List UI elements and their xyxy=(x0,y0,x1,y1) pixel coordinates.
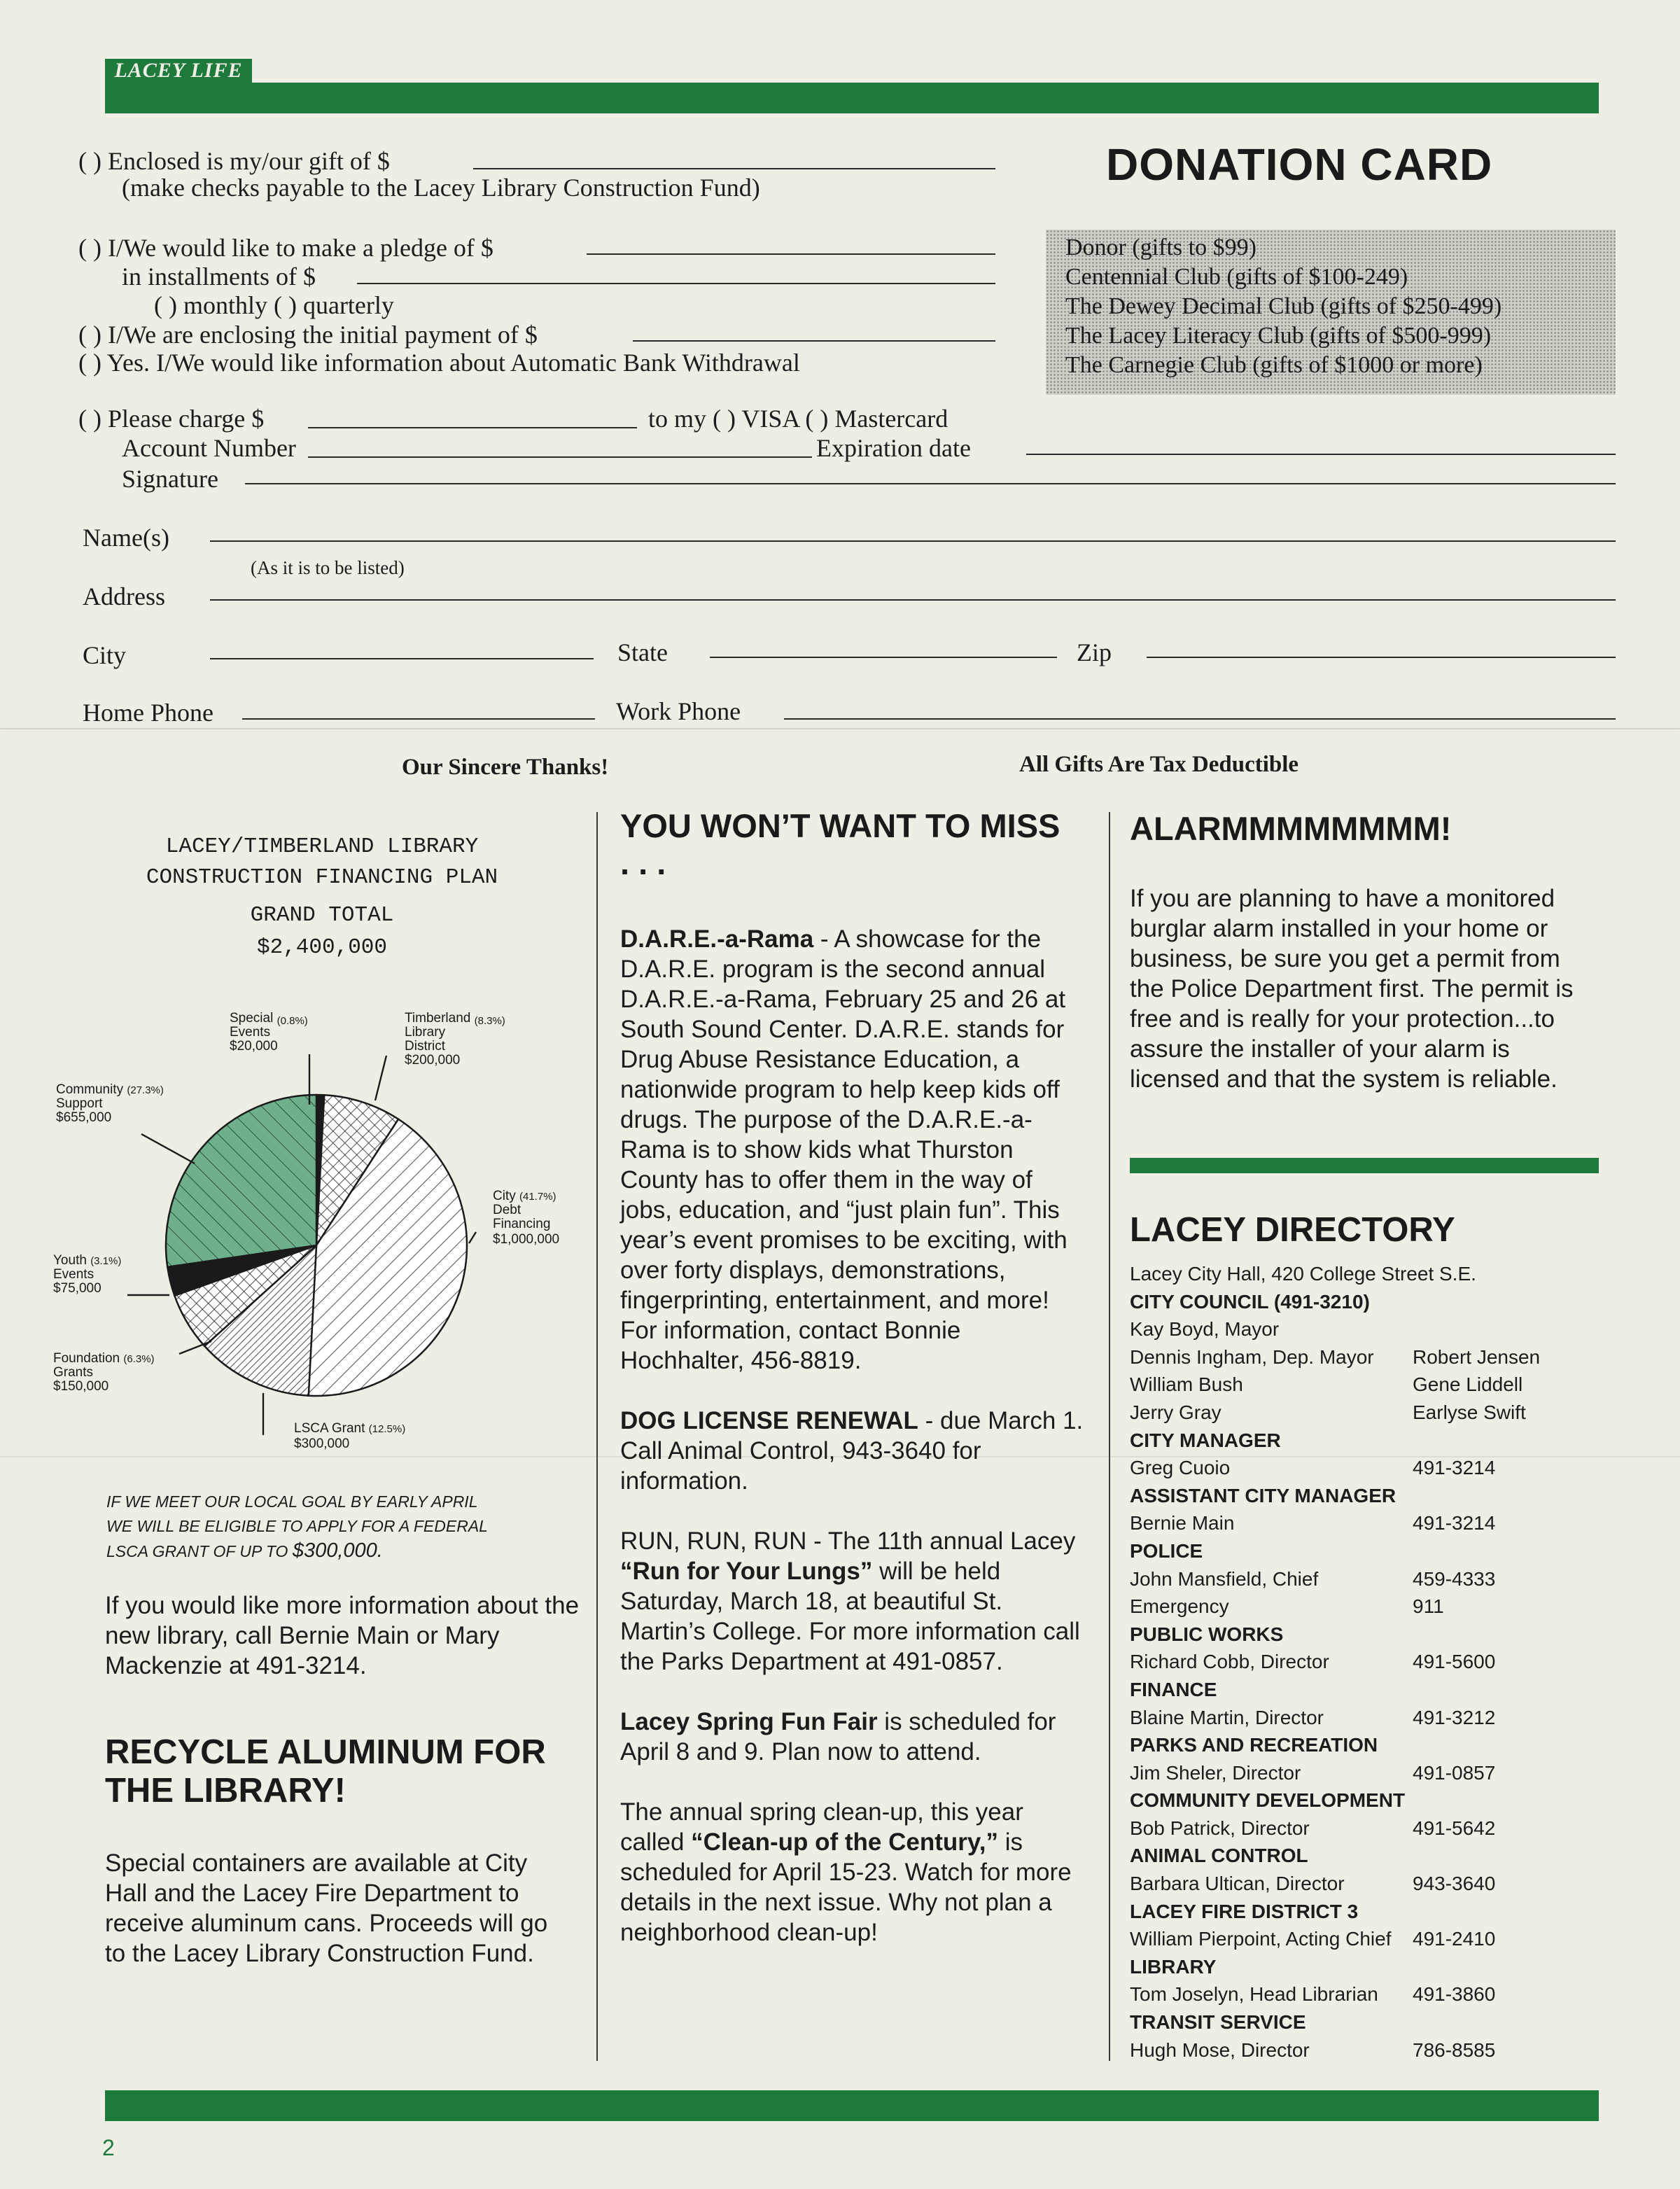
fold-line xyxy=(0,728,1680,729)
home-phone-field[interactable] xyxy=(242,718,595,720)
directory-phone: 459-4333 xyxy=(1413,1567,1496,1590)
donation-level: Centennial Club (gifts of $100-249) xyxy=(1065,264,1408,290)
label-timberland-3: District xyxy=(405,1039,446,1054)
address-label: Address xyxy=(83,582,165,610)
work-phone-label: Work Phone xyxy=(616,697,741,725)
callout-city xyxy=(469,1232,476,1243)
pledge-amount-field[interactable] xyxy=(587,253,995,255)
tax-deductible-note: All Gifts Are Tax Deductible xyxy=(1019,752,1299,777)
directory-name: Tom Joselyn, Head Librarian xyxy=(1130,1983,1378,2006)
donation-level: Donor (gifts to $99) xyxy=(1065,235,1256,260)
directory-phone: 491-5642 xyxy=(1413,1817,1496,1839)
label-city-2: Debt xyxy=(493,1203,522,1217)
events-list xyxy=(620,924,1089,1978)
directory-name: ANIMAL CONTROL xyxy=(1130,1845,1308,1867)
label-special-events-value: $20,000 xyxy=(230,1039,278,1054)
directory-section-header xyxy=(1130,1537,1536,1565)
directory-phone xyxy=(1413,1953,1536,1981)
event-run xyxy=(620,1526,1089,1677)
event-cleanup xyxy=(620,1797,1089,1947)
account-number-label: Account Number xyxy=(122,434,296,462)
zip-label: Zip xyxy=(1077,638,1112,666)
directory-phone: 491-3214 xyxy=(1413,1457,1496,1479)
city-field[interactable] xyxy=(210,658,594,659)
page-number: 2 xyxy=(102,2135,115,2160)
financing-pie-chart xyxy=(42,994,602,1470)
label-community: Community (27.3%) xyxy=(56,1082,164,1097)
label-youth-2: Events xyxy=(53,1267,94,1282)
footer-bar xyxy=(105,2090,1599,2121)
label-city: City (41.7%) xyxy=(493,1189,556,1203)
work-phone-field[interactable] xyxy=(784,718,1616,720)
directory-phone xyxy=(1413,1676,1536,1704)
event-dog-license xyxy=(620,1406,1089,1496)
directory-section-header xyxy=(1130,1427,1536,1455)
charge-line: ( ) Please charge $ xyxy=(78,405,265,433)
directory-entry xyxy=(1130,1593,1536,1621)
directory-phone: 491-3214 xyxy=(1413,1512,1496,1534)
event-dare-name: D.A.R.E.-a-Rama xyxy=(620,925,814,953)
directory-name: Dennis Ingham, Dep. Mayor xyxy=(1130,1345,1374,1368)
signature-field[interactable] xyxy=(245,483,1616,484)
lsca-note-line2: WE WILL BE ELIGIBLE TO APPLY FOR A FEDERAL xyxy=(106,1517,488,1535)
state-label: State xyxy=(617,638,668,666)
pledge-line: ( ) I/We would like to make a pledge of $ xyxy=(78,234,493,262)
lacey-directory xyxy=(1130,1260,1541,2064)
lsca-note-line3-text: LSCA GRANT OF UP TO xyxy=(106,1542,293,1560)
directory-entry xyxy=(1130,1648,1536,1676)
directory-name: PARKS AND RECREATION xyxy=(1130,1734,1378,1756)
directory-name: Bernie Main xyxy=(1130,1512,1235,1534)
directory-name: Blaine Martin, Director xyxy=(1130,1706,1324,1728)
directory-phone: Earlyse Swift xyxy=(1413,1401,1526,1423)
label-city-value: $1,000,000 xyxy=(493,1232,560,1247)
directory-name: Hugh Mose, Director xyxy=(1130,2038,1310,2061)
recycle-body: Special containers are available at City Hall and the Lacey Fire Department to receive aluminum cans. Proceeds will go to the Lacey Library Construction Fund. xyxy=(105,1849,548,1967)
directory-phone xyxy=(1413,2008,1536,2036)
state-field[interactable] xyxy=(710,657,1057,658)
directory-phone xyxy=(1413,1288,1536,1316)
names-field[interactable] xyxy=(210,540,1616,542)
directory-entry xyxy=(1130,1759,1536,1787)
grand-total-value: $2,400,000 xyxy=(256,935,388,960)
names-note: (As it is to be listed) xyxy=(251,557,405,578)
directory-phone xyxy=(1413,1842,1536,1870)
directory-phone: 491-2410 xyxy=(1413,1928,1496,1950)
directory-phone xyxy=(1413,1898,1536,1926)
directory-phone: 786-8585 xyxy=(1413,2038,1496,2061)
directory-phone xyxy=(1413,1315,1536,1343)
installments-line: in installments of $ xyxy=(122,263,316,291)
expiration-field[interactable] xyxy=(1026,454,1616,455)
address-field[interactable] xyxy=(210,599,1616,601)
directory-entry xyxy=(1130,1925,1536,1953)
directory-section-header xyxy=(1130,1482,1536,1510)
directory-phone: 491-3860 xyxy=(1413,1983,1496,2006)
directory-name: Kay Boyd, Mayor xyxy=(1130,1318,1280,1341)
card-type-options[interactable]: to my ( ) VISA ( ) Mastercard xyxy=(648,405,948,433)
directory-name: Bob Patrick, Director xyxy=(1130,1817,1310,1839)
lsca-note xyxy=(106,1490,589,1564)
label-city-3: Financing xyxy=(493,1217,551,1231)
initial-payment-field[interactable] xyxy=(633,340,995,342)
column-divider xyxy=(1109,812,1110,2061)
directory-entry xyxy=(1130,1565,1536,1593)
directory-phone xyxy=(1413,1731,1536,1759)
directory-name: PUBLIC WORKS xyxy=(1130,1623,1284,1645)
directory-entry xyxy=(1130,1980,1536,2008)
thanks-text: Our Sincere Thanks! xyxy=(402,755,609,780)
directory-name: TRANSIT SERVICE xyxy=(1130,2011,1306,2034)
event-dare xyxy=(620,924,1089,1376)
directory-phone: 491-0857 xyxy=(1413,1761,1496,1784)
label-timberland-value: $200,000 xyxy=(405,1053,461,1068)
donation-card-title: DONATION CARD xyxy=(1106,139,1493,190)
directory-name: Emergency xyxy=(1130,1595,1229,1618)
directory-name: Richard Cobb, Director xyxy=(1130,1651,1329,1673)
city-label: City xyxy=(83,641,127,669)
directory-divider-bar xyxy=(1130,1158,1599,1173)
pie-slice-community-support xyxy=(166,1095,316,1267)
directory-section-header xyxy=(1130,1288,1536,1316)
directory-name: Barbara Ultican, Director xyxy=(1130,1873,1345,1895)
directory-entry xyxy=(1130,1704,1536,1732)
names-label: Name(s) xyxy=(83,524,169,552)
label-lsca: LSCA Grant (12.5%) xyxy=(294,1421,406,1436)
directory-name: John Mansfield, Chief xyxy=(1130,1567,1319,1590)
gift-amount-field[interactable] xyxy=(473,168,995,169)
directory-phone xyxy=(1476,1260,1536,1288)
directory-entry xyxy=(1130,1814,1536,1842)
chart-title-line1: LACEY/TIMBERLAND LIBRARY xyxy=(165,834,479,859)
directory-entry xyxy=(1130,1870,1536,1898)
directory-title: LACEY DIRECTORY xyxy=(1130,1211,1455,1249)
directory-section-header xyxy=(1130,1621,1536,1649)
event-dog-name: DOG LICENSE RENEWAL xyxy=(620,1407,918,1434)
directory-phone: 911 xyxy=(1413,1595,1444,1618)
label-youth-value: $75,000 xyxy=(53,1281,102,1296)
gift-note: (make checks payable to the Lacey Library Construction Fund) xyxy=(122,174,760,202)
lsca-note-amount: $300,000. xyxy=(292,1539,383,1562)
directory-entry xyxy=(1130,2036,1536,2064)
directory-entry xyxy=(1130,1454,1536,1482)
directory-name: Lacey City Hall, 420 College Street S.E. xyxy=(1130,1263,1476,1285)
directory-phone xyxy=(1413,1621,1536,1649)
directory-entry xyxy=(1130,1399,1536,1427)
lsca-note-line3 xyxy=(106,1539,589,1564)
directory-name: William Bush xyxy=(1130,1373,1243,1396)
label-community-value: $655,000 xyxy=(56,1110,112,1125)
bank-withdrawal-option[interactable]: ( ) Yes. I/We would like information about Automatic Bank Withdrawal xyxy=(78,349,800,377)
directory-entry xyxy=(1130,1260,1536,1288)
label-special-events-2: Events xyxy=(230,1025,271,1040)
donation-levels-box xyxy=(1046,230,1616,395)
label-youth: Youth (3.1%) xyxy=(53,1253,122,1268)
directory-name: William Pierpoint, Acting Chief xyxy=(1130,1928,1392,1950)
directory-phone xyxy=(1413,1537,1536,1565)
event-run-name: “Run for Your Lungs” xyxy=(620,1558,873,1585)
directory-phone xyxy=(1413,1427,1536,1455)
label-timberland: Timberland (8.3%) xyxy=(405,1011,505,1027)
label-timberland-2: Library xyxy=(405,1025,446,1040)
callout-community xyxy=(141,1134,195,1163)
directory-section-header xyxy=(1130,2008,1536,2036)
zip-field[interactable] xyxy=(1147,657,1616,658)
label-community-2: Support xyxy=(56,1096,103,1111)
event-dare-body: - A showcase for the D.A.R.E. program is the second annual D.A.R.E.-a-Rama, February 25 and 26 at South Sound Center. D.A.R.E. stands for Drug Abuse Resistance Education, a nationwide program to help keep kids off drugs. The purpose of the D.A.R.E.-a-Rama is to show kids what Thurston County has to offer them in the way of jobs, education, and “just plain fun”. This year’s event promises to be exciting, with over forty displays, demonstrations, fingerprinting, entertainment, and more! For information, contact Bonnie Hochhalter, 456-8819. xyxy=(620,925,1068,1374)
callout-timberland xyxy=(375,1056,386,1100)
directory-section-header xyxy=(1130,1842,1536,1870)
gift-line: ( ) Enclosed is my/our gift of $ xyxy=(78,147,390,175)
expiration-label: Expiration date xyxy=(816,434,971,462)
directory-phone: Gene Liddell xyxy=(1413,1373,1523,1396)
lacey-life-logo: LACEY LIFE xyxy=(105,59,252,83)
directory-phone: 491-5600 xyxy=(1413,1651,1496,1673)
directory-entry xyxy=(1130,1371,1536,1399)
event-run-body: will be held Saturday, March 18, at beautiful St. Martin’s College. For more information call the Parks Department at 491-0857. xyxy=(620,1558,1080,1675)
directory-phone xyxy=(1413,1482,1536,1510)
directory-name: CITY MANAGER xyxy=(1130,1429,1281,1451)
donation-level: The Lacey Literacy Club (gifts of $500-999) xyxy=(1065,323,1492,349)
events-title: YOU WON’T WANT TO MISS . . . xyxy=(620,807,1060,881)
label-foundation-2: Grants xyxy=(53,1365,94,1380)
directory-section-header xyxy=(1130,1786,1536,1814)
event-dog-body: - due March 1. Call Animal Control, 943-3640 for information. xyxy=(620,1407,1084,1495)
directory-name: COMMUNITY DEVELOPMENT xyxy=(1130,1789,1406,1812)
chart-title-line2: CONSTRUCTION FINANCING PLAN xyxy=(146,865,498,890)
event-cleanup-pre: The annual spring clean-up, this year called xyxy=(620,1798,1023,1856)
label-foundation-value: $150,000 xyxy=(53,1379,109,1394)
frequency-options[interactable]: ( ) monthly ( ) quarterly xyxy=(154,291,394,319)
charge-amount-field[interactable] xyxy=(308,427,637,428)
alarm-body: If you are planning to have a monitored burglar alarm installed in your home or business, be sure you get a permit from the Police Department first. The permit is free and is really for your protection...to assure the installer of your alarm is licensed and that the system is reliable. xyxy=(1130,885,1574,1093)
recycle-title: RECYCLE ALUMINUM FOR THE LIBRARY! xyxy=(105,1733,546,1810)
donation-level: The Carnegie Club (gifts of $1000 or more) xyxy=(1065,352,1483,378)
directory-name: FINANCE xyxy=(1130,1678,1217,1700)
event-fair-name: Lacey Spring Fun Fair xyxy=(620,1708,878,1735)
label-special-events: Special (0.8%) xyxy=(230,1011,308,1027)
label-lsca-value: $300,000 xyxy=(294,1436,350,1451)
directory-section-header xyxy=(1130,1731,1536,1759)
directory-phone: 943-3640 xyxy=(1413,1873,1496,1895)
event-cleanup-body: is scheduled for April 15-23. Watch for more details in the next issue. Why not plan a neighborhood clean-up! xyxy=(620,1828,1072,1946)
label-foundation: Foundation (6.3%) xyxy=(53,1351,155,1366)
directory-name: ASSISTANT CITY MANAGER xyxy=(1130,1484,1396,1506)
donation-level: The Dewey Decimal Club (gifts of $250-499) xyxy=(1065,293,1502,319)
account-number-field[interactable] xyxy=(308,456,812,458)
directory-name: LACEY FIRE DISTRICT 3 xyxy=(1130,1900,1359,1922)
directory-name: Jerry Gray xyxy=(1130,1401,1222,1423)
directory-entry xyxy=(1130,1315,1536,1343)
directory-name: CITY COUNCIL (491-3210) xyxy=(1130,1290,1370,1313)
signature-label: Signature xyxy=(122,465,218,493)
directory-section-header xyxy=(1130,1676,1536,1704)
directory-phone: 491-3212 xyxy=(1413,1706,1496,1728)
directory-entry xyxy=(1130,1343,1541,1371)
directory-section-header xyxy=(1130,1898,1536,1926)
grand-total-label: GRAND TOTAL xyxy=(250,903,394,928)
directory-phone: Robert Jensen xyxy=(1413,1345,1541,1368)
header-bar xyxy=(105,83,1599,113)
directory-name: LIBRARY xyxy=(1130,1955,1217,1978)
directory-name: Greg Cuoio xyxy=(1130,1457,1231,1479)
alarm-title: ALARMMMMMMMM! xyxy=(1130,810,1452,847)
event-fun-fair xyxy=(620,1707,1089,1767)
initial-payment-line: ( ) I/We are enclosing the initial payment of $ xyxy=(78,321,538,349)
pie-slices xyxy=(166,1095,467,1396)
directory-name: POLICE xyxy=(1130,1539,1203,1562)
directory-section-header xyxy=(1130,1953,1536,1981)
event-cleanup-name: “Clean-up of the Century,” xyxy=(691,1828,998,1856)
lsca-note-line1: IF WE MEET OUR LOCAL GOAL BY EARLY APRIL xyxy=(106,1492,478,1511)
event-fair-body: is scheduled for April 8 and 9. Plan now to attend. xyxy=(620,1708,1056,1765)
directory-phone xyxy=(1413,1786,1536,1814)
installments-field[interactable] xyxy=(357,283,995,284)
event-run-pre: RUN, RUN, RUN - The 11th annual Lacey xyxy=(620,1527,1076,1555)
library-info-text: If you would like more information about the new library, call Bernie Main or Mary Mackenzie at 491-3214. xyxy=(105,1592,580,1679)
directory-entry xyxy=(1130,1509,1536,1537)
directory-name: Jim Sheler, Director xyxy=(1130,1761,1301,1784)
home-phone-label: Home Phone xyxy=(83,699,214,727)
